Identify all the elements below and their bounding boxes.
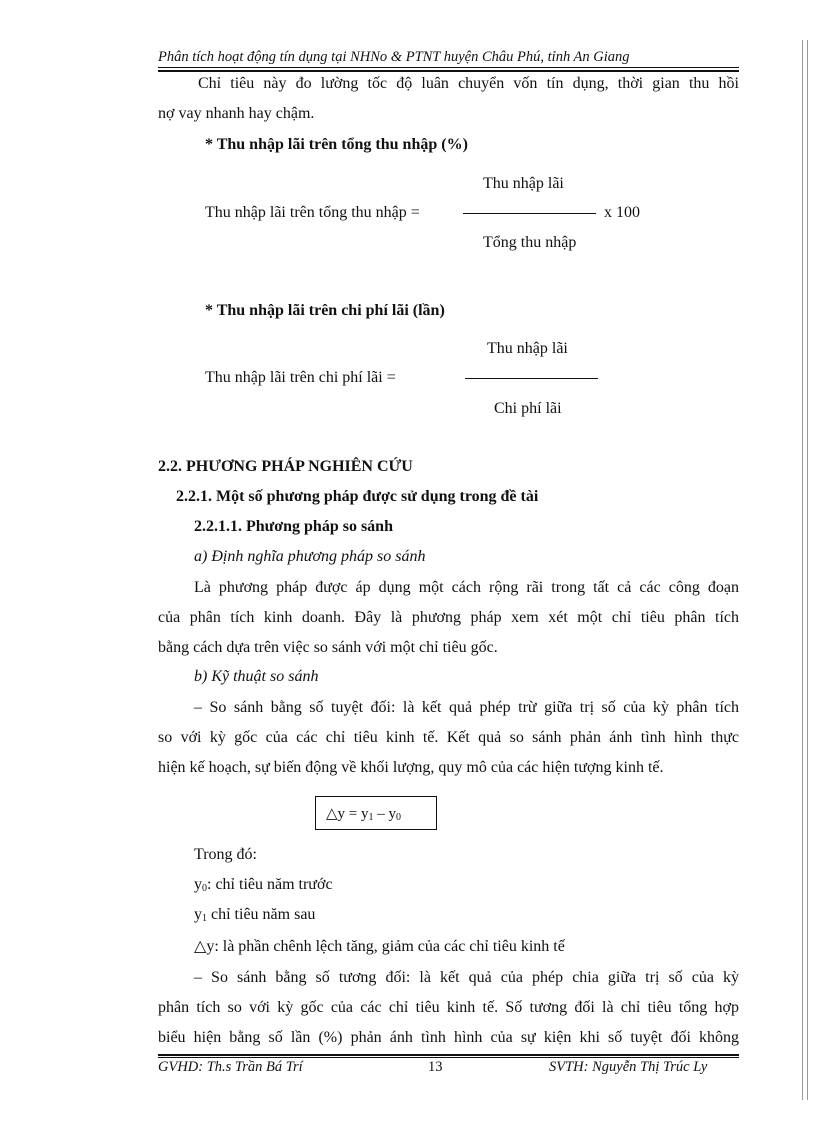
para-c-line-1: – So sánh bằng số tương đối: là kết quả của phép chia giữa trị số của kỳ bbox=[194, 969, 739, 986]
delta-icon: △ bbox=[194, 938, 207, 955]
footer-rule-thin bbox=[158, 1057, 739, 1058]
delta-icon: △ bbox=[326, 806, 338, 822]
formula1-numerator: Thu nhập lãi bbox=[483, 175, 564, 192]
formula1-multiplier: x 100 bbox=[604, 204, 640, 221]
formula1-heading: * Thu nhập lãi trên tổng thu nhập (%) bbox=[205, 136, 468, 153]
def-delta-y: △y: là phần chênh lệch tăng, giảm của các chỉ tiêu kinh tế bbox=[194, 938, 565, 955]
header-rule-thin bbox=[158, 67, 739, 68]
def-y0: $y_0$: chỉ tiêu năm trước bbox=[194, 876, 333, 894]
intro-line-1: Chỉ tiêu này đo lường tốc độ luân chuyển vốn tín dụng, thời gian thu hồi bbox=[198, 75, 739, 92]
footer-rule-thick bbox=[158, 1054, 739, 1056]
formula1-denominator: Tổng thu nhập bbox=[483, 234, 577, 251]
subheading-b: b) Kỹ thuật so sánh bbox=[194, 668, 319, 685]
formula2-lhs: Thu nhập lãi trên chi phí lãi = bbox=[205, 369, 396, 386]
section-heading-2-2-1: 2.2.1. Một số phương pháp được sử dụng trong đề tài bbox=[176, 488, 539, 505]
subheading-a: a) Định nghĩa phương pháp so sánh bbox=[194, 548, 426, 565]
formula2-heading: * Thu nhập lãi trên chi phí lãi (lần) bbox=[205, 302, 445, 319]
running-header: Phân tích hoạt động tín dụng tại NHNo & PTNT huyện Châu Phú, tỉnh An Giang bbox=[158, 49, 630, 65]
formula2-numerator: Thu nhập lãi bbox=[487, 340, 568, 357]
formula1-lhs: Thu nhập lãi trên tổng thu nhập = bbox=[205, 204, 420, 221]
para-a-line-3: bằng cách dựa trên việc so sánh với một chỉ tiêu gốc. bbox=[158, 639, 498, 656]
para-b-line-1: – So sánh bằng số tuyệt đối: là kết quả phép trừ giữa trị số của kỳ phân tích bbox=[194, 699, 739, 716]
formula2-fraction-bar bbox=[465, 378, 598, 379]
para-b-line-2: so với kỳ gốc của các chỉ tiêu kinh tế. Kết quả so sánh phản ánh tình hình thực bbox=[158, 729, 739, 746]
intro-line-2: nợ vay nhanh hay chậm. bbox=[158, 105, 315, 122]
def-y1: $y_1$ chỉ tiêu năm sau bbox=[194, 906, 316, 924]
formula1-fraction-bar bbox=[463, 213, 596, 214]
footer-student: SVTH: Nguyễn Thị Trúc Ly bbox=[549, 1059, 708, 1075]
page-edge-border bbox=[802, 40, 808, 1100]
footer-advisor: GVHD: Th.s Trần Bá Trí bbox=[158, 1059, 303, 1075]
para-a-line-2: của phân tích kinh doanh. Đây là phương pháp xem xét một chỉ tiêu phân tích bbox=[158, 609, 739, 626]
para-c-line-2: phân tích so với kỳ gốc của các chỉ tiêu kinh tế. Số tương đối là chỉ tiêu tổng hợp bbox=[158, 999, 739, 1016]
para-b-line-3: hiện kế hoạch, sự biến động về khối lượng, quy mô của các hiện tượng kinh tế. bbox=[158, 759, 664, 776]
para-c-line-3: biểu hiện bằng số lần (%) phản ánh tình hình của sự kiện khi số tuyệt đối không bbox=[158, 1029, 739, 1046]
where-label: Trong đó: bbox=[194, 846, 257, 863]
section-heading-2-2-1-1: 2.2.1.1. Phương pháp so sánh bbox=[194, 518, 393, 535]
para-a-line-1: Là phương pháp được áp dụng một cách rộng rãi trong tất cả các công đoạn bbox=[194, 579, 739, 596]
formula2-denominator: Chi phí lãi bbox=[494, 400, 562, 417]
section-heading-2-2: 2.2. PHƯƠNG PHÁP NGHIÊN CỨU bbox=[158, 458, 413, 475]
page-number: 13 bbox=[428, 1059, 443, 1075]
delta-formula-box: △y = $y_1 - y_0$ bbox=[315, 796, 437, 830]
